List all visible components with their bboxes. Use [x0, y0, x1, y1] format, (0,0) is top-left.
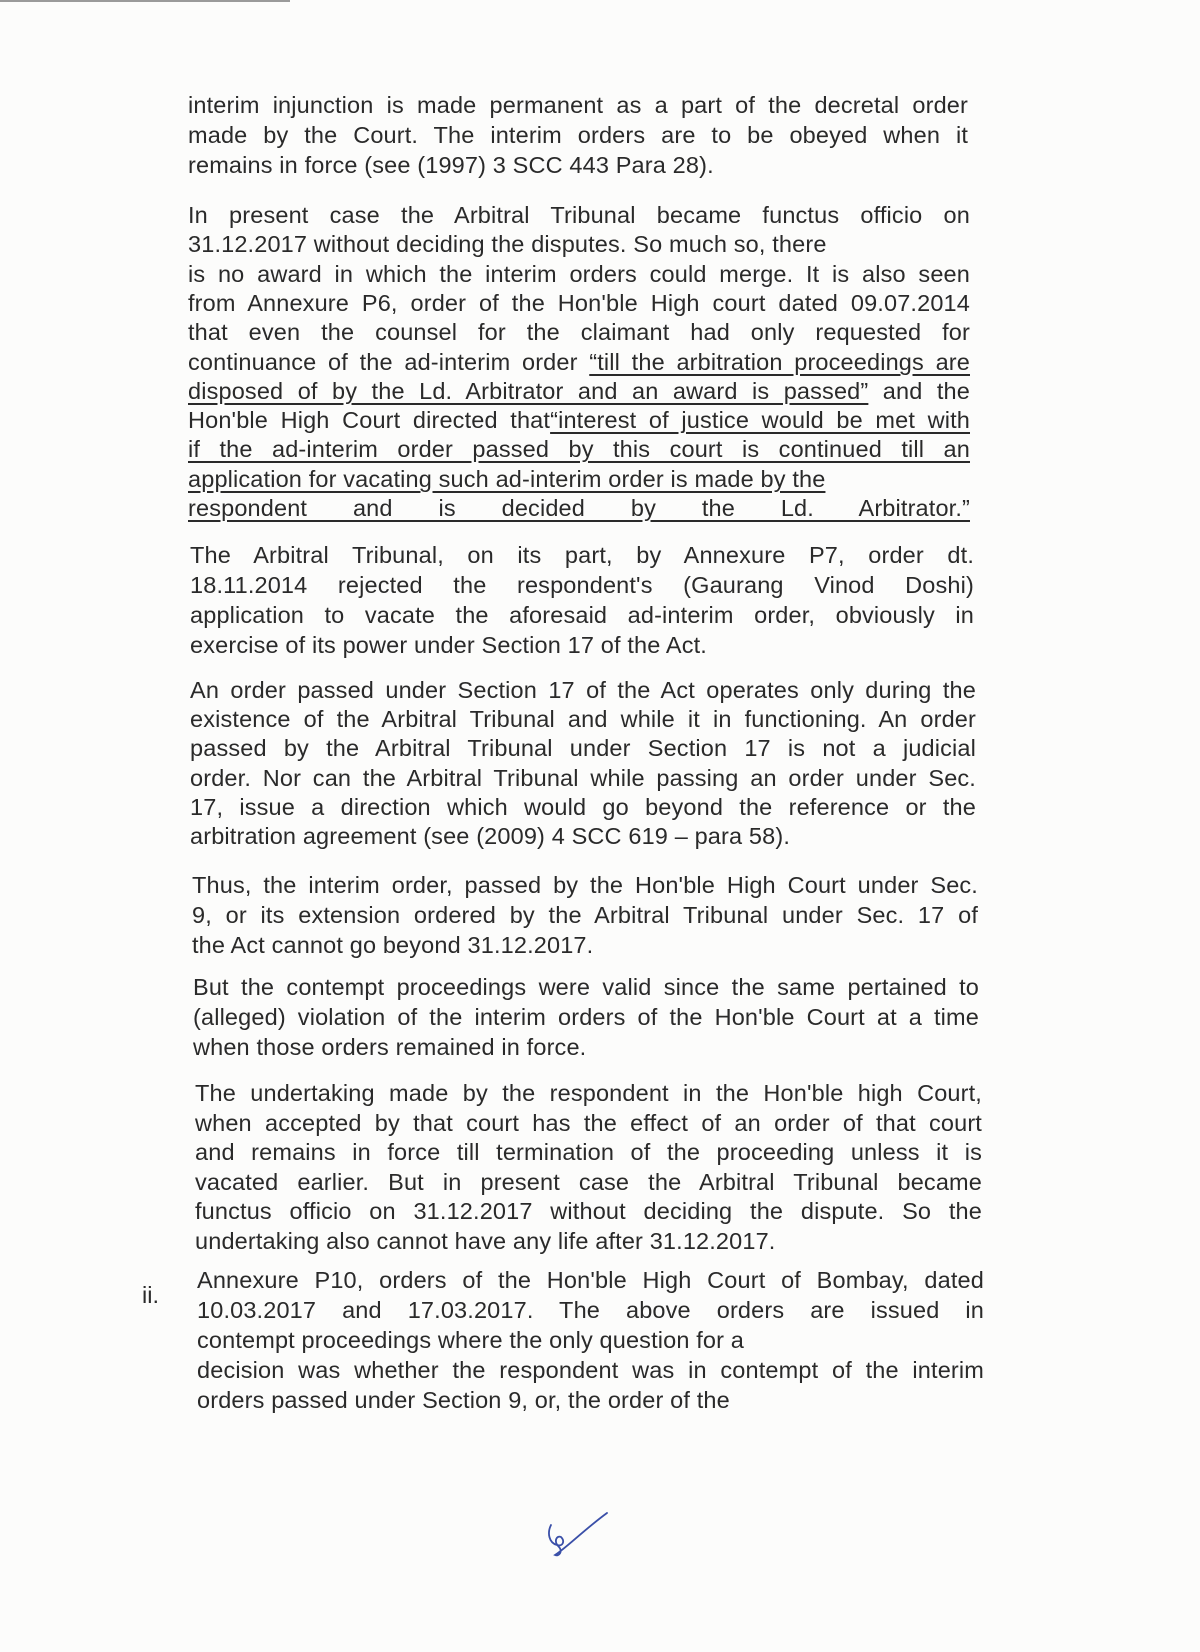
text-run: 18.11.2014 rejected the respondent's (Gaurang Vinod Doshi) [190, 572, 974, 598]
text-run: 10.03.2017 and 17.03.2017. The above orders are issued in [197, 1297, 984, 1323]
text-run: continuance of the ad-interim order [188, 349, 590, 375]
text-run: contempt proceedings where the only question for a [197, 1327, 745, 1353]
text-run: remains in force (see (1997) 3 SCC 443 Para 28). [188, 152, 714, 178]
text-run: order. Nor can the Arbitral Tribunal while passing an order under Sec. [190, 765, 976, 791]
text-run: In present case the Arbitral Tribunal became functus officio on [188, 202, 970, 228]
underlined-quote: respondent and is decided by the Ld. Arbitrator.” [188, 495, 970, 521]
list-marker: ii. [142, 1282, 159, 1308]
text-run: decision was whether the respondent was in contempt of the interim [197, 1357, 984, 1383]
text-run: Hon'ble High Court directed that [188, 407, 551, 433]
text-run: undertaking also cannot have any life after 31.12.2017. [195, 1228, 776, 1254]
text-run: interim injunction is made permanent as a part of the decretal order [188, 92, 968, 118]
text-line [197, 1325, 984, 1355]
text-line [197, 1265, 984, 1295]
underlined-quote: disposed of by the Ld. Arbitrator and an award is passed” [188, 378, 869, 404]
text-run: passed by the Arbitral Tribunal under Section 17 is not a judicial [190, 735, 976, 761]
text-run: functus officio on 31.12.2017 without deciding the dispute. So the [195, 1198, 982, 1224]
text-run: existence of the Arbitral Tribunal and while it in functioning. An order [190, 706, 976, 732]
text-run: An order passed under Section 17 of the Act operates only during the [190, 677, 976, 703]
text-run: and the [868, 378, 970, 404]
text-run: when those orders remained in force. [193, 1034, 587, 1060]
text-run: arbitration agreement (see (2009) 4 SCC 619 – para 58). [190, 823, 790, 849]
text-run: 17, issue a direction which would go beyond the reference or the [190, 794, 976, 820]
text-run: vacated earlier. But in present case the Arbitral Tribunal became [195, 1169, 982, 1195]
text-line [197, 1385, 984, 1415]
text-run: is no award in which the interim orders could merge. It is also seen [188, 261, 970, 287]
text-run: and remains in force till termination of the proceeding unless it is [195, 1139, 982, 1165]
text-run: Thus, the interim order, passed by the Hon'ble High Court under Sec. [192, 872, 978, 898]
underlined-quote: if the ad-interim order passed by this court is continued till an [188, 436, 970, 462]
text-run: made by the Court. The interim orders are to be obeyed when it [188, 122, 968, 148]
text-run: the Act cannot go beyond 31.12.2017. [192, 932, 594, 958]
underlined-quote: “till the arbitration proceedings are [589, 349, 970, 375]
text-line [197, 1355, 984, 1385]
initials-signature [545, 1505, 615, 1565]
text-run: orders passed under Section 9, or, the order of the [197, 1387, 730, 1413]
text-run: exercise of its power under Section 17 of the Act. [190, 632, 707, 658]
underlined-quote: application for vacating such ad-interim order is made by the [188, 466, 826, 492]
text-run: 9, or its extension ordered by the Arbitral Tribunal under Sec. 17 of [192, 902, 978, 928]
text-run: when accepted by that court has the effect of an order of that court [195, 1110, 982, 1136]
text-run: (alleged) violation of the interim orders of the Hon'ble Court at a time [193, 1004, 979, 1030]
text-run: that even the counsel for the claimant had only requested for [188, 319, 970, 345]
text-run: from Annexure P6, order of the Hon'ble High court dated 09.07.2014 [188, 290, 970, 316]
text-run: The Arbitral Tribunal, on its part, by Annexure P7, order dt. [190, 542, 974, 568]
text-run: But the contempt proceedings were valid since the same pertained to [193, 974, 979, 1000]
text-line [197, 1295, 984, 1325]
text-run: 31.12.2017 without deciding the disputes. So much so, there [188, 231, 827, 257]
text-run: The undertaking made by the respondent in the Hon'ble high Court, [195, 1080, 982, 1106]
text-run: Annexure P10, orders of the Hon'ble High Court of Bombay, dated [197, 1267, 984, 1293]
underlined-quote: “interest of justice would be met with [550, 407, 970, 433]
text-run: application to vacate the aforesaid ad-interim order, obviously in [190, 602, 974, 628]
